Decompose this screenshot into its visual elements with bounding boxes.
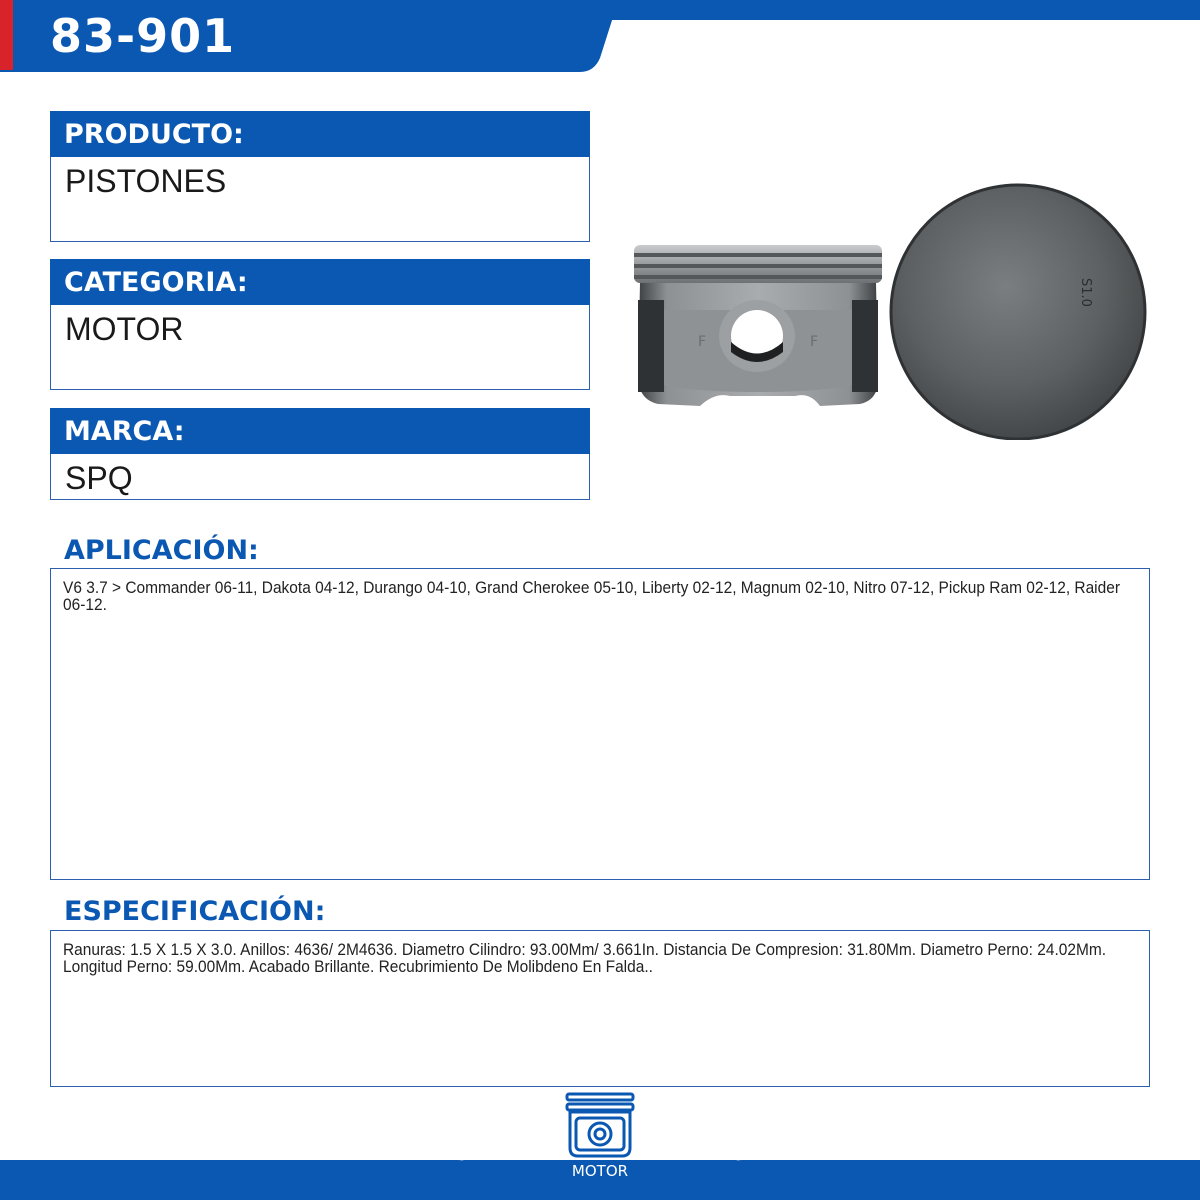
producto-field bbox=[50, 111, 590, 242]
producto-label: PRODUCTO: bbox=[50, 111, 590, 157]
crown-marking: S1.0 bbox=[1078, 278, 1093, 307]
piston-icon bbox=[561, 1090, 639, 1160]
piston-side-view bbox=[634, 245, 882, 406]
aplicacion-text: V6 3.7 > Commander 06-11, Dakota 04-12, Durango 04-10, Grand Cherokee 05-10, Liberty 02-12, Magnum 02-10, Nitro 07-12, Pickup Ram 02-12, Raider 06-12. bbox=[63, 578, 1120, 614]
marca-label: MARCA: bbox=[50, 408, 590, 454]
product-photo bbox=[620, 160, 1160, 440]
footer-category-label: MOTOR bbox=[571, 1162, 629, 1180]
svg-text:F: F bbox=[810, 334, 819, 350]
piston-crown-view bbox=[891, 185, 1145, 439]
especificacion-box bbox=[50, 930, 1150, 1087]
marca-value: SPQ bbox=[50, 454, 590, 500]
aplicacion-title: APLICACIÓN: bbox=[64, 535, 259, 566]
marca-field bbox=[50, 408, 590, 500]
categoria-label: CATEGORIA: bbox=[50, 259, 590, 305]
categoria-field bbox=[50, 259, 590, 390]
categoria-value: MOTOR bbox=[50, 305, 590, 390]
aplicacion-box bbox=[50, 568, 1150, 880]
producto-value: PISTONES bbox=[50, 157, 590, 242]
especificacion-title: ESPECIFICACIÓN: bbox=[64, 896, 326, 927]
svg-text:F: F bbox=[698, 334, 707, 350]
especificacion-text: Ranuras: 1.5 X 1.5 X 3.0. Anillos: 4636/ 2M4636. Diametro Cilindro: 93.00Mm/ 3.661In. Distancia De Compresion: 31.80Mm. Diametro Perno: 24.02Mm. Longitud Perno: 59.00Mm. Acabado Brillante. Recubrimiento De Molibdeno En Falda.. bbox=[63, 940, 1107, 976]
part-number: 83-901 bbox=[50, 9, 236, 63]
